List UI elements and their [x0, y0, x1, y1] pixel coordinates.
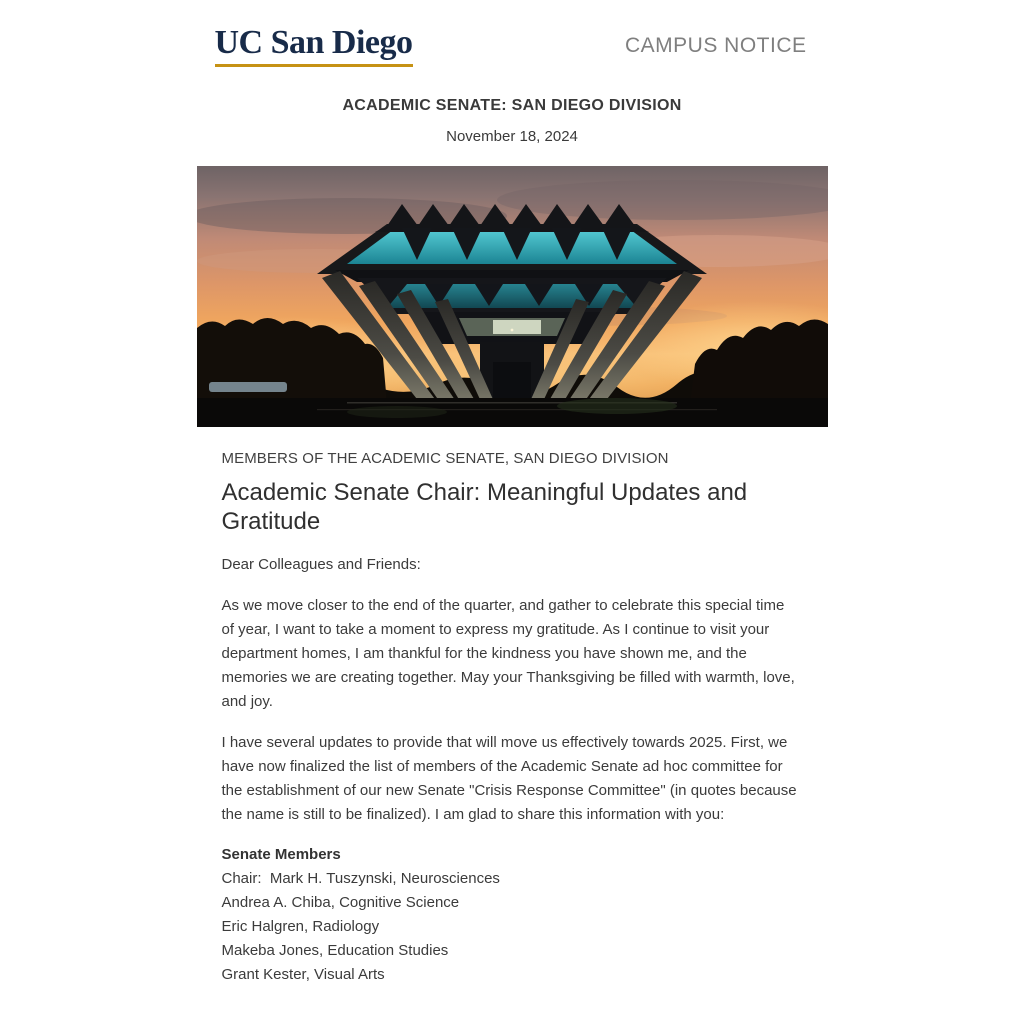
member-line: Makeba Jones, Education Studies: [221, 941, 449, 959]
member-line-chair: Chair: Mark H. Tuszynski, Neurosciences: [221, 869, 500, 887]
member-line: Andrea A. Chiba, Cognitive Science: [221, 893, 460, 911]
paragraph-gratitude: As we move closer to the end of the quarter, and gather to celebrate this special time of year, I want to take a moment to express my gratitude. As I continue to visit your department homes, I am thankful for the kindness you have shown me, and the memories we are creating together. May your Thanksgiving be filled with warmth, love, and joy.: [221, 596, 795, 710]
campus-notice-page: [197, 0, 828, 987]
notice-body: [197, 450, 828, 987]
senate-members-list: [222, 843, 800, 987]
member-line: Eric Halgren, Radiology: [221, 917, 380, 935]
salutation: Dear Colleagues and Friends:: [221, 555, 421, 573]
ucsd-logo[interactable]: UC San Diego: [215, 25, 413, 67]
audience-line: MEMBERS OF THE ACADEMIC SENATE, SAN DIEGO DIVISION: [221, 449, 669, 467]
geisel-library-photo: [197, 166, 828, 427]
division-title: ACADEMIC SENATE: SAN DIEGO DIVISION: [342, 96, 682, 114]
header: [197, 25, 828, 67]
senate-members-heading: Senate Members: [221, 845, 341, 863]
notice-date: November 18, 2024: [446, 127, 578, 145]
notice-headline: Academic Senate Chair: Meaningful Updates and Gratitude: [221, 478, 748, 535]
paragraph-updates: I have several updates to provide that will move us effectively towards 2025. First, we have now finalized the list of members of the Academic Senate ad hoc committee for the establishment of our new Senate "Crisis Response Committee" (in quotes because the name is still to be finalized). I am glad to share this information with you:: [221, 733, 797, 823]
campus-notice-label: CAMPUS NOTICE: [624, 33, 807, 57]
member-line: Grant Kester, Visual Arts: [221, 965, 385, 983]
